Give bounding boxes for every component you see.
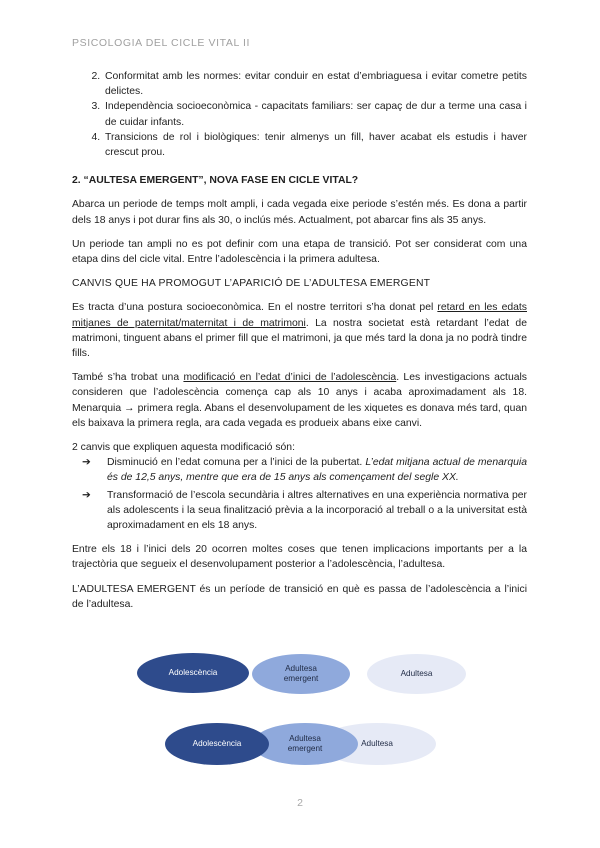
underlined-phrase: modificació en l’edat d’inici de l’adolescència [183,372,397,384]
bubble-adultesa-emergent: Adultesa emergent [252,654,350,694]
paragraph-3: Es tracta d’una postura socioeconòmica. En el nostre territori s’ha donat pel retard en les edats mitjanes de paternitat/maternitat i de matrimoni. La nostra societat està retardant l’edat de matrimoni, tinguent abans el primer fill que el matrimoni, ja que més tard la dona ja no podrà tindre fills. [72,302,527,360]
bubble-adultesa: Adultesa [318,723,436,765]
arrow-list [72,455,527,533]
list-item: 2. Conformitat amb les normes: evitar conduir en estat d’embriaguesa i evitar cometre petits delictes. [103,69,527,99]
running-header: PSICOLOGIA DEL CICLE VITAL II [72,37,251,49]
bubble-adolescencia: Adolescència [137,653,249,693]
arrow-bullet-icon: ➔ [82,489,91,501]
subheading: CANVIS QUE HA PROMOGUT L’APARICIÓ DE L’ADULTESA EMERGENT [72,278,431,290]
list-item: 4. Transicions de rol i biològiques: tenir almenys un fill, haver acabat els estudis i haver crescut prou. [103,130,527,160]
paragraph-5: 2 canvis que expliquen aquesta modificació són: [72,442,295,454]
page-number: 2 [297,797,303,809]
arrow-list-item: ➔ Disminució en l’edat comuna per a l’inici de la pubertat. L’edat mitjana actual de menarquia és de 12,5 anys, mentre que era de 15 anys als començament del segle XX. [82,457,527,484]
bubble-adultesa: Adultesa [367,654,466,694]
numbered-list [72,69,527,160]
paragraph-6: Entre els 18 i l’inici dels 20 ocorren moltes coses que tenen implicacions importants per a la trajectòria que segueix el desenvolupament posterior a l’adolescència, l’adultesa. [72,544,527,571]
arrow-list-item: ➔ Transformació de l’escola secundària i altres alternatives en una experiència normativa per als adolescents i la seua finalització prèvia a la incorporació al treball o a la universitat està aproximadament en els 18 anys. [82,489,527,532]
bubble-adolescencia: Adolescència [165,723,269,765]
section-heading: 2. “AULTESA EMERGENT”, NOVA FASE EN CICLE VITAL? [72,175,359,187]
paragraph-7: L’ADULTESA EMERGENT és un període de transició en què es passa de l’adolescència a l’inici de l’adultesa. [72,583,527,610]
paragraph-4: També s’ha trobat una modificació en l’edat d’inici de l’adolescència. Les investigacions actuals consideren que l’adolescència comença cap als 10 anys i acaba aproximadament als 18. Menarquia → primera regla. Abans el desenvolupament de les xiquetes es donava més tard, quan els baixava la primera regla, ara cada vegada es produeix abans eixe canvi. [72,372,528,429]
bubble-adultesa-emergent: Adultesa emergent [252,723,358,765]
underlined-phrase: retard en les edats mitjanes de paternitat/maternitat i de matrimoni [72,302,527,329]
arrow-bullet-icon: ➔ [82,457,91,469]
page-body [72,69,527,612]
paragraph-2: Un periode tan ampli no es pot definir com una etapa de transició. Pot ser considerat com una etapa dins del cicle vital. Entre l’adolescència i la primera adultesa. [72,238,527,266]
paragraph-1: Abarca un periode de temps molt ampli, i cada vegada eixe periode s’estén més. Es dona a partir dels 18 anys i pot durar fins als 30, o inclús més. Actualment, pot abarcar fins als 35 anys. [72,199,527,226]
list-item: 3. Independència socioeconòmica - capacitats familiars: ser capaç de dur a terme una casa i de cuidar infants. [103,99,527,129]
